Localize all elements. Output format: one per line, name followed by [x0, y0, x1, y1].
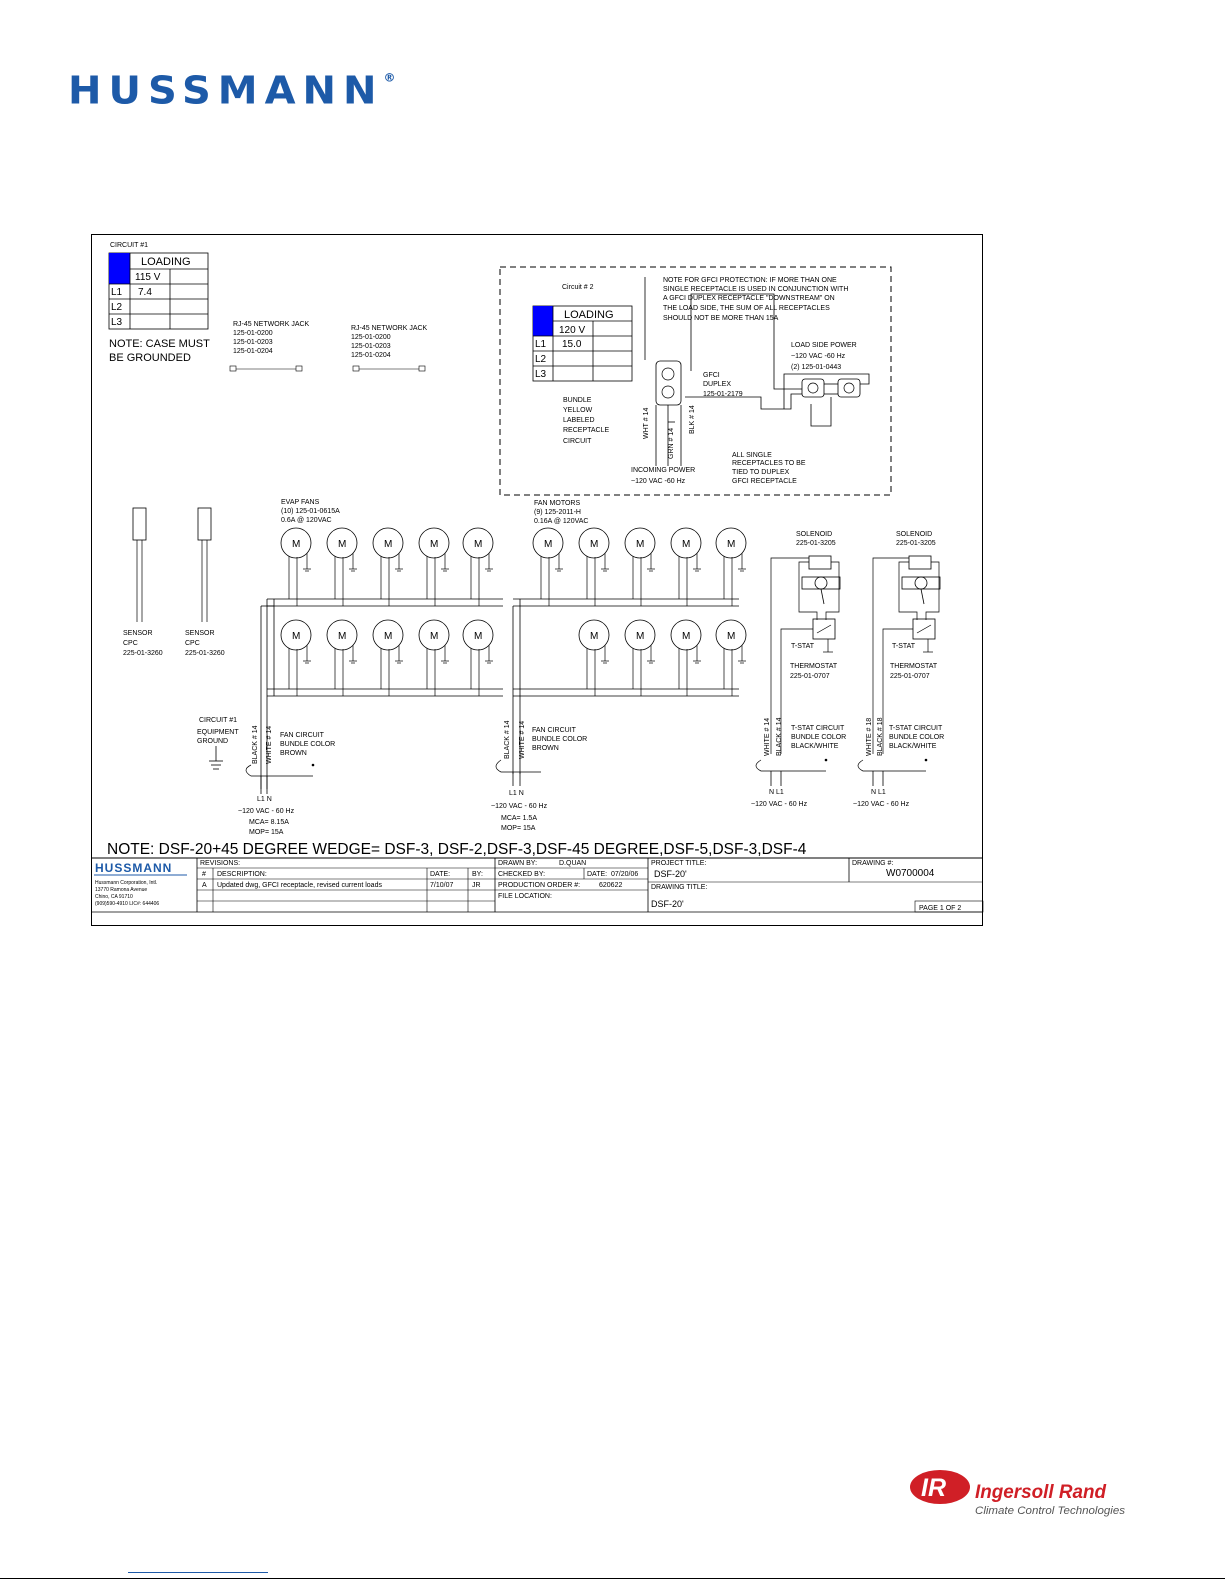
load-receptacle-1 — [802, 379, 824, 397]
rj45-a-part3: 125-01-0204 — [233, 348, 273, 355]
fan-bundle1-line3: BROWN — [280, 750, 307, 757]
tstat1-line2: 225-01-0707 — [790, 673, 830, 680]
rj45-jack-a — [230, 321, 310, 371]
tstat-bundle2-line2: BUNDLE COLOR — [889, 734, 945, 741]
fan-bundle1-mca: MCA= 8.15A — [249, 819, 289, 826]
load-receptacle-2 — [838, 379, 860, 397]
motor-label: M — [338, 539, 347, 550]
tstat1-line1: THERMOSTAT — [790, 663, 838, 670]
bundle-yellow-line5: CIRCUIT — [563, 438, 592, 445]
all-single-line3: TIED TO DUPLEX — [732, 469, 790, 476]
solenoid-tstat-1 — [751, 531, 846, 808]
sensor-cpc-2 — [185, 508, 225, 657]
bottom-note: NOTE: DSF-20+45 DEGREE WEDGE= DSF-3, DSF-2,DSF-3,DSF-45 DEGREE,DSF-5,DSF-3,DSF-4 — [107, 841, 807, 858]
circuit2-title: Circuit # 2 — [562, 284, 594, 291]
file-location-label: FILE LOCATION: — [498, 893, 552, 900]
fan-bundle2-white: WHITE # 14 — [519, 720, 526, 759]
circuit1-row-l2-label: L2 — [111, 302, 123, 313]
bundle-yellow-line1: BUNDLE — [563, 397, 592, 404]
circuit2-voltage: 120 V — [559, 325, 586, 336]
title-block-logo: HUSSMANN — [95, 861, 173, 875]
gfci-duplex-line3: 125-01-2179 — [703, 391, 743, 398]
motor-label: M — [474, 539, 483, 550]
fan-motors-line1: FAN MOTORS — [534, 500, 581, 507]
tstat-bundle1-line2: BUNDLE COLOR — [791, 734, 847, 741]
fan-bundle1-white: WHITE # 14 — [266, 725, 273, 764]
incoming-line1: INCOMING POWER — [631, 467, 696, 474]
rev-by: JR — [472, 882, 481, 889]
fan-bundle1-volt: ~120 VAC - 60 Hz — [238, 808, 295, 815]
tstat-bundle1-line3: BLACK/WHITE — [791, 743, 839, 750]
project-title-label: PROJECT TITLE: — [651, 860, 707, 867]
tstat2-line2: 225-01-0707 — [890, 673, 930, 680]
sensor1-line2: CPC — [123, 640, 138, 647]
rev-desc: Updated dwg, GFCI receptacle, revised current loads — [217, 882, 382, 889]
motor-label: M — [682, 539, 691, 550]
hussmann-logo — [68, 69, 396, 113]
drawn-by-label: DRAWN BY: — [498, 860, 538, 867]
fan-bundle2-mca: MCA= 1.5A — [501, 815, 537, 822]
gfci-note-line1: NOTE FOR GFCI PROTECTION: IF MORE THAN ONE — [663, 277, 837, 284]
drawing-title-label: DRAWING TITLE: — [651, 884, 708, 891]
drawn-by: D.QUAN — [559, 860, 587, 867]
fan-bundle2-line1: FAN CIRCUIT — [532, 727, 576, 734]
fan-motor — [463, 620, 493, 696]
circuit1-row-l3-label: L3 — [111, 317, 123, 328]
circuit2-loading-label: LOADING — [564, 309, 614, 321]
motor-label: M — [544, 539, 553, 550]
gfci-note-line5: SHOULD NOT BE MORE THAN 15A — [663, 315, 779, 322]
motor-label: M — [727, 539, 736, 550]
drawing-num: W0700004 — [886, 868, 935, 879]
gfci-duplex-line2: DUPLEX — [703, 381, 732, 388]
bundle-yellow-line4: RECEPTACLE — [563, 427, 610, 434]
fan-motor — [671, 528, 701, 606]
footer-link-underline — [128, 1572, 268, 1573]
sensor2-line1: SENSOR — [185, 630, 215, 637]
rj45-b-part1: 125-01-0200 — [351, 334, 391, 341]
project-title: DSF-20' — [654, 869, 687, 879]
motor-label: M — [590, 539, 599, 550]
circuit1-loading-table — [109, 242, 208, 329]
fan-motors-line3: 0.16A @ 120VAC — [534, 518, 589, 525]
load-side-line3: (2) 125-01-0443 — [791, 364, 842, 371]
motor-label: M — [636, 631, 645, 642]
motor-label: M — [338, 631, 347, 642]
company-line2: 13770 Ramona Avenue — [95, 887, 148, 893]
hussmann-logo-text: HUSSMANN — [68, 69, 384, 113]
motor-label: M — [727, 631, 736, 642]
circuit2-row-l2-label: L2 — [535, 354, 547, 365]
fan-motor — [579, 528, 609, 606]
rj45-b-title: RJ-45 NETWORK JACK — [351, 325, 428, 332]
tstat-bundle1-volt: ~120 VAC - 60 Hz — [751, 801, 808, 808]
tstat-bundle1-line1: T-STAT CIRCUIT — [791, 725, 845, 732]
ir-logo-name: Ingersoll Rand — [975, 1482, 1107, 1503]
solenoid1-line1: SOLENOID — [796, 531, 833, 538]
solenoid-valve-icon — [902, 556, 940, 604]
fan-bundle1-black: BLACK # 14 — [252, 725, 259, 764]
checked-by-label: CHECKED BY: — [498, 871, 546, 878]
gfci-note-line4: THE LOAD SIDE, THE SUM OF ALL RECEPTACLES — [663, 305, 830, 312]
evap-fan-motors-row-2 — [281, 620, 493, 696]
motor-label: M — [682, 631, 691, 642]
tstat-bundle2-ln: N L1 — [871, 789, 886, 796]
date-label: DATE: — [587, 871, 608, 878]
fan-motor — [373, 528, 403, 606]
circuit1-row-l1-value: 7.4 — [138, 287, 152, 298]
fan-bundle2-line3: BROWN — [532, 745, 559, 752]
circuit1-row-l1-label: L1 — [111, 287, 123, 298]
sensor1-line3: 225-01-3260 — [123, 650, 163, 657]
drawing-num-label: DRAWING #: — [852, 860, 894, 867]
circuit1-voltage: 115 V — [135, 272, 161, 283]
rev-date: 7/10/07 — [430, 882, 454, 889]
drawing-title: DSF-20' — [651, 899, 684, 909]
ir-logo-tagline: Climate Control Technologies — [975, 1505, 1126, 1517]
gfci-duplex-receptacle — [656, 361, 681, 405]
motor-label: M — [636, 539, 645, 550]
tstat2-line1: THERMOSTAT — [890, 663, 938, 670]
evap-fan-motors-row-1 — [281, 528, 493, 606]
registered-mark: ® — [383, 71, 396, 85]
gfci-note-line2: SINGLE RECEPTACLE IS USED IN CONJUNCTION WITH — [663, 286, 849, 293]
circuit1-ground-title: CIRCUIT #1 — [199, 717, 237, 724]
company-line3: Chino, CA 91710 — [95, 894, 133, 900]
production-value: 620622 — [599, 882, 623, 889]
all-single-line1: ALL SINGLE — [732, 452, 772, 459]
motor-label: M — [292, 631, 301, 642]
fan-motors-row-1 — [533, 528, 746, 606]
sensor2-line3: 225-01-3260 — [185, 650, 225, 657]
fan-bundle2-mop: MOP= 15A — [501, 825, 536, 832]
production-label: PRODUCTION ORDER #: — [498, 882, 581, 889]
wire-c2-grn: GRN # 14 — [668, 427, 675, 459]
incoming-line2: ~120 VAC -60 Hz — [631, 478, 686, 485]
sensor2-line2: CPC — [185, 640, 200, 647]
fan-bundle1-ln: L1 N — [257, 796, 272, 803]
fan-motor — [533, 528, 563, 606]
page-number: PAGE 1 OF 2 — [919, 905, 962, 912]
tstat2-tag: T-STAT — [892, 643, 916, 650]
tstat1-tag: T-STAT — [791, 643, 815, 650]
bundle-yellow-line2: YELLOW — [563, 407, 593, 414]
gfci-note-line3: A GFCI DUPLEX RECEPTACLE "DOWNSTREAM" ON — [663, 295, 835, 302]
fan-motor — [625, 620, 655, 696]
motor-label: M — [384, 539, 393, 550]
fan-motors-line2: (9) 125-2011-H — [534, 509, 581, 516]
fan-motor — [419, 528, 449, 606]
circuit2-row-l1-label: L1 — [535, 339, 547, 350]
company-line4: (909)590-4910 LIC#: 644406 — [95, 901, 160, 907]
rev-desc-header: DESCRIPTION: — [217, 871, 267, 878]
fan-motor — [281, 620, 311, 696]
fan-motor — [716, 620, 746, 696]
fan-motor — [579, 620, 609, 696]
motor-label: M — [384, 631, 393, 642]
fan-motors-row-2 — [579, 620, 746, 696]
ir-logo-mark: IR — [921, 1474, 946, 1502]
motor-label: M — [430, 539, 439, 550]
tstat-bundle2-line1: T-STAT CIRCUIT — [889, 725, 943, 732]
motor-label: M — [292, 539, 301, 550]
fan-motor — [716, 528, 746, 606]
solenoid2-line1: SOLENOID — [896, 531, 933, 538]
rj45-jack-b — [351, 325, 428, 371]
rj45-b-part3: 125-01-0204 — [351, 352, 391, 359]
wire-c2-blk: BLK # 14 — [689, 405, 696, 434]
motor-label: M — [474, 631, 483, 642]
circuit1-ground-line2: EQUIPMENT — [197, 729, 239, 736]
circuit2-row-l1-value: 15.0 — [562, 339, 582, 350]
fan-circuit-2 — [491, 720, 587, 832]
fan-bundle1-mop: MOP= 15A — [249, 829, 284, 836]
title-block — [91, 858, 983, 912]
evap-fans-line2: (10) 125-01-0615A — [281, 508, 340, 515]
fan-bundle2-black: BLACK # 14 — [504, 720, 511, 759]
sensor-cpc-1 — [123, 508, 163, 657]
tstat-bundle1-black: BLACK # 14 — [776, 717, 783, 756]
wire-c2-wht: WHT # 14 — [643, 407, 650, 439]
fan-circuit-1 — [197, 717, 335, 836]
circuit2-blue-cell — [533, 306, 553, 336]
fan-bundle2-volt: ~120 VAC - 60 Hz — [491, 803, 548, 810]
tstat-bundle2-volt: ~120 VAC - 60 Hz — [853, 801, 910, 808]
fan-motor — [327, 528, 357, 606]
tstat-bundle1-ln: N L1 — [769, 789, 784, 796]
footer-rule — [0, 1578, 1225, 1579]
solenoid1-line2: 225-01-3205 — [796, 540, 836, 547]
load-side-line2: ~120 VAC -60 Hz — [791, 353, 846, 360]
ground-symbol — [209, 746, 223, 769]
circuit1-loading-label: LOADING — [141, 256, 191, 268]
circuit1-blue-cell — [109, 253, 130, 284]
circuit1-title: CIRCUIT #1 — [110, 242, 148, 249]
fan-motor — [625, 528, 655, 606]
all-single-line4: GFCI RECEPTACLE — [732, 478, 797, 485]
evap-fans-line1: EVAP FANS — [281, 499, 320, 506]
gfci-duplex-line1: GFCI — [703, 372, 720, 379]
rev-num-header: # — [202, 871, 206, 878]
fan-motor — [281, 528, 311, 606]
rj45-a-part2: 125-01-0203 — [233, 339, 273, 346]
solenoid-tstat-2 — [853, 531, 944, 808]
tstat-bundle2-white: WHITE # 18 — [866, 717, 873, 756]
fan-bundle2-line2: BUNDLE COLOR — [532, 736, 588, 743]
sensor1-line1: SENSOR — [123, 630, 153, 637]
tstat-bundle1-white: WHITE # 14 — [764, 717, 771, 756]
solenoid2-line2: 225-01-3205 — [896, 540, 936, 547]
fan-motor — [419, 620, 449, 696]
tstat-bundle2-line3: BLACK/WHITE — [889, 743, 937, 750]
fan-motor — [671, 620, 701, 696]
motor-label: M — [430, 631, 439, 642]
bundle-yellow-line3: LABELED — [563, 417, 595, 424]
date-value: 07/20/06 — [611, 871, 639, 878]
tstat-bundle2-black: BLACK # 18 — [877, 717, 884, 756]
ingersoll-rand-logo — [908, 1468, 1138, 1528]
fan-motor — [463, 528, 493, 606]
rev-num: A — [202, 882, 207, 889]
revisions-label: REVISIONS: — [200, 860, 241, 867]
circuit2-gfci-section — [500, 267, 891, 495]
wiring-diagram — [91, 234, 984, 927]
rev-by-header: BY: — [472, 871, 483, 878]
motor-label: M — [590, 631, 599, 642]
rj45-b-part2: 125-01-0203 — [351, 343, 391, 350]
rev-date-header: DATE: — [430, 871, 451, 878]
evap-fans-line3: 0.6A @ 120VAC — [281, 517, 332, 524]
fan-bundle2-ln: L1 N — [509, 790, 524, 797]
rj45-a-title: RJ-45 NETWORK JACK — [233, 321, 310, 328]
rj45-a-part1: 125-01-0200 — [233, 330, 273, 337]
circuit1-ground-line3: GROUND — [197, 738, 229, 745]
note-case-line1: NOTE: CASE MUST — [109, 338, 210, 350]
fan-motor — [373, 620, 403, 696]
note-case-line2: BE GROUNDED — [109, 352, 191, 364]
load-side-title: LOAD SIDE POWER — [791, 342, 857, 349]
fan-motor — [327, 620, 357, 696]
fan-bundle1-line2: BUNDLE COLOR — [280, 741, 336, 748]
all-single-line2: RECEPTACLES TO BE — [732, 460, 806, 467]
circuit2-row-l3-label: L3 — [535, 369, 547, 380]
solenoid-valve-icon — [802, 556, 840, 604]
company-line1: Hussmann Corporation, Intl. — [95, 880, 158, 886]
fan-bundle1-line1: FAN CIRCUIT — [280, 732, 324, 739]
